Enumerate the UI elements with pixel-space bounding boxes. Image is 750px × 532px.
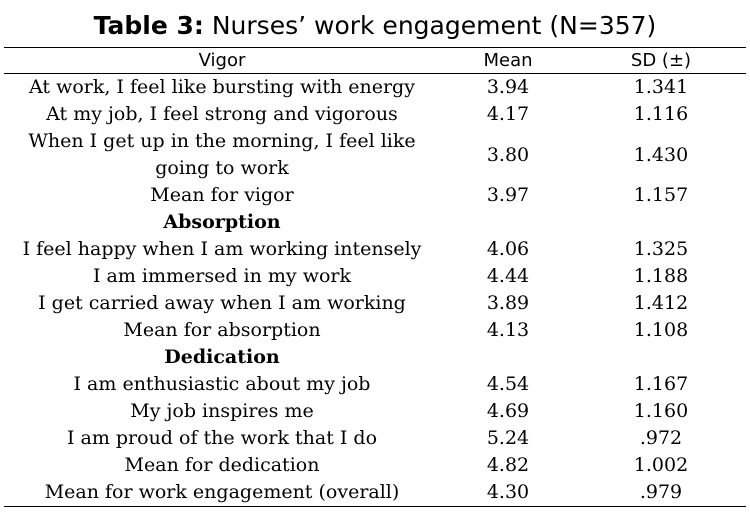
table-row — [4, 263, 746, 290]
empty-cell — [576, 344, 746, 371]
sd-cell: 1.341 — [633, 76, 689, 98]
table-row — [4, 182, 746, 209]
header-sd: SD (±) — [630, 50, 692, 71]
engagement-table — [4, 47, 746, 507]
table-row — [4, 128, 746, 182]
sd-cell: 1.325 — [633, 238, 689, 260]
table-body — [4, 74, 746, 507]
mean-cell: 3.97 — [486, 184, 530, 206]
item-cell: Mean for vigor — [150, 184, 294, 206]
table-row — [4, 317, 746, 344]
sd-cell: 1.108 — [633, 319, 689, 341]
table-row — [4, 74, 746, 102]
table-row — [4, 290, 746, 317]
section-heading-row — [4, 209, 746, 236]
table-title: Nurses’ work engagement (N=357) — [211, 11, 657, 40]
mean-cell: 4.30 — [486, 481, 530, 503]
mean-cell: 3.89 — [486, 292, 530, 314]
item-cell: I am immersed in my work — [92, 265, 351, 287]
mean-cell: 4.82 — [486, 454, 530, 476]
item-cell: Mean for absorption — [123, 319, 321, 341]
mean-cell: 4.69 — [486, 400, 530, 422]
header-vigor: Vigor — [198, 50, 246, 71]
item-cell: I am proud of the work that I do — [66, 427, 378, 449]
section-heading-row — [4, 344, 746, 371]
item-cell: I get carried away when I am working — [38, 292, 406, 314]
sd-cell: 1.160 — [633, 400, 689, 422]
section-heading-absorption: Absorption — [163, 211, 281, 233]
sd-cell: 1.188 — [633, 265, 689, 287]
item-cell: Mean for dedication — [124, 454, 320, 476]
sd-cell: 1.116 — [633, 103, 689, 125]
item-cell: Mean for work engagement (overall) — [44, 481, 400, 503]
sd-cell: 1.412 — [633, 292, 689, 314]
item-cell: I am enthusiastic about my job — [73, 373, 371, 395]
mean-cell: 4.17 — [486, 103, 530, 125]
section-heading-dedication: Dedication — [164, 346, 280, 368]
sd-cell: 1.167 — [633, 373, 689, 395]
table-number: Table 3: — [93, 11, 204, 40]
header-row — [4, 48, 746, 74]
item-cell: At work, I feel like bursting with energy — [29, 76, 415, 98]
table-row — [4, 398, 746, 425]
sd-cell: 1.157 — [633, 184, 689, 206]
header-mean: Mean — [483, 50, 533, 71]
overall-row — [4, 479, 746, 507]
mean-cell: 4.13 — [486, 319, 530, 341]
empty-cell — [576, 209, 746, 236]
mean-cell: 4.06 — [486, 238, 530, 260]
empty-cell — [440, 344, 576, 371]
table-row — [4, 101, 746, 128]
table-row — [4, 371, 746, 398]
mean-cell: 3.80 — [486, 143, 530, 166]
table-header — [4, 48, 746, 74]
sd-cell: .972 — [639, 427, 683, 449]
table-row — [4, 452, 746, 479]
sd-cell: 1.430 — [633, 143, 689, 166]
empty-cell — [440, 209, 576, 236]
mean-cell: 4.54 — [486, 373, 530, 395]
mean-cell: 3.94 — [486, 76, 530, 98]
item-cell: I feel happy when I am working intensely — [22, 238, 422, 260]
item-cell: My job inspires me — [130, 400, 314, 422]
table-caption — [0, 10, 750, 42]
sd-cell: .979 — [639, 481, 683, 503]
item-cell: When I get up in the morning, I feel like going to work — [28, 130, 416, 179]
item-cell: At my job, I feel strong and vigorous — [46, 103, 398, 125]
sd-cell: 1.002 — [633, 454, 689, 476]
mean-cell: 5.24 — [486, 427, 530, 449]
table-row — [4, 425, 746, 452]
table-row — [4, 236, 746, 263]
mean-cell: 4.44 — [486, 265, 530, 287]
